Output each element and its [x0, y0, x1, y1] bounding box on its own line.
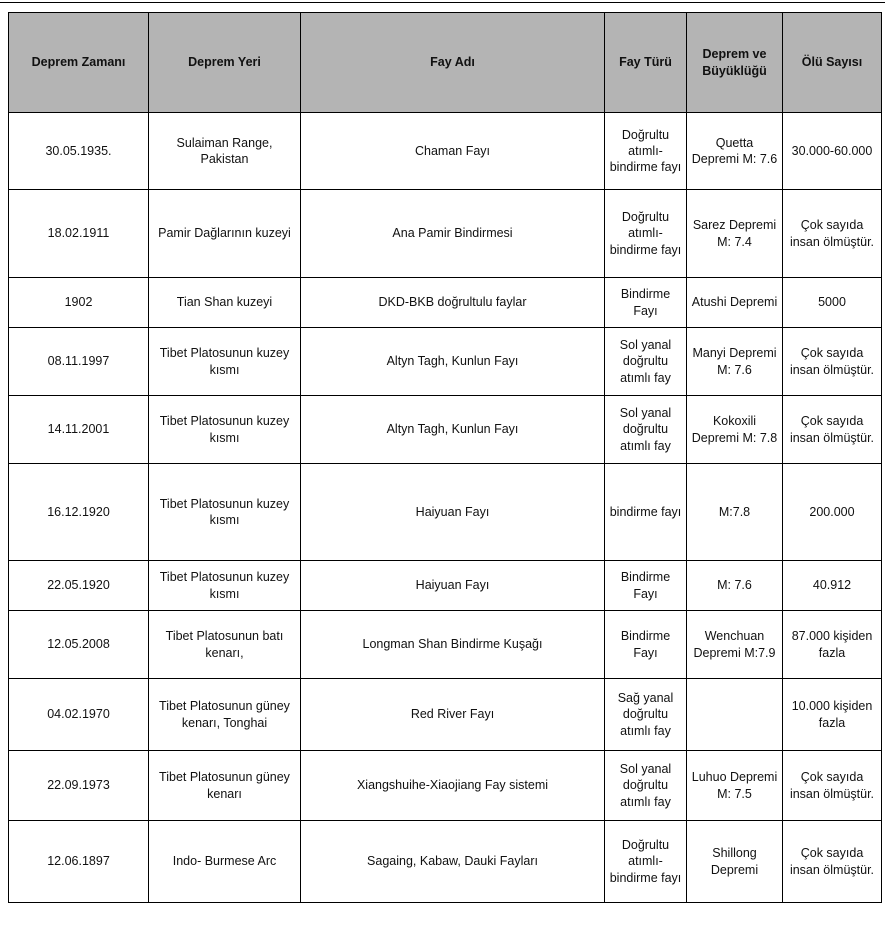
cell-fault-name: Haiyuan Fayı [301, 561, 605, 611]
cell-date: 18.02.1911 [9, 190, 149, 278]
cell-deaths: 10.000 kişiden fazla [783, 679, 882, 751]
cell-date: 16.12.1920 [9, 464, 149, 561]
header-deaths: Ölü Sayısı [783, 13, 882, 113]
table-header [9, 13, 882, 113]
table-row [9, 751, 882, 821]
cell-magnitude: Atushi Depremi [687, 278, 783, 328]
cell-place: Tibet Platosunun kuzey kısmı [149, 328, 301, 396]
cell-fault-type: Bindirme Fayı [605, 278, 687, 328]
cell-deaths: Çok sayıda insan ölmüştür. [783, 396, 882, 464]
cell-deaths: Çok sayıda insan ölmüştür. [783, 751, 882, 821]
cell-date: 30.05.1935. [9, 113, 149, 190]
cell-magnitude: Wenchuan Depremi M:7.9 [687, 611, 783, 679]
cell-fault-type: Sağ yanal doğrultu atımlı fay [605, 679, 687, 751]
cell-fault-type: Sol yanal doğrultu atımlı fay [605, 328, 687, 396]
cell-fault-type: Bindirme Fayı [605, 611, 687, 679]
cell-date: 12.06.1897 [9, 821, 149, 903]
table-row [9, 611, 882, 679]
cell-magnitude: Kokoxili Depremi M: 7.8 [687, 396, 783, 464]
cell-date: 22.09.1973 [9, 751, 149, 821]
cell-place: Tibet Platosunun güney kenarı, Tonghai [149, 679, 301, 751]
cell-fault-type: Doğrultu atımlı-bindirme fayı [605, 821, 687, 903]
cell-fault-name: Chaman Fayı [301, 113, 605, 190]
cell-deaths: Çok sayıda insan ölmüştür. [783, 328, 882, 396]
header-row [9, 13, 882, 113]
table-row [9, 821, 882, 903]
cell-fault-name: Xiangshuihe-Xiaojiang Fay sistemi [301, 751, 605, 821]
top-rule [0, 2, 885, 3]
table-row [9, 464, 882, 561]
cell-deaths: 87.000 kişiden fazla [783, 611, 882, 679]
cell-magnitude: Shillong Depremi [687, 821, 783, 903]
cell-place: Sulaiman Range, Pakistan [149, 113, 301, 190]
table-row [9, 396, 882, 464]
cell-fault-type: bindirme fayı [605, 464, 687, 561]
header-fault-type: Fay Türü [605, 13, 687, 113]
header-place: Deprem Yeri [149, 13, 301, 113]
cell-deaths: Çok sayıda insan ölmüştür. [783, 190, 882, 278]
earthquake-table [8, 12, 882, 903]
cell-magnitude: M:7.8 [687, 464, 783, 561]
cell-deaths: 40.912 [783, 561, 882, 611]
table-row [9, 113, 882, 190]
cell-deaths: 200.000 [783, 464, 882, 561]
cell-fault-type: Bindirme Fayı [605, 561, 687, 611]
table-row [9, 278, 882, 328]
cell-magnitude: Manyi Depremi M: 7.6 [687, 328, 783, 396]
header-fault-name: Fay Adı [301, 13, 605, 113]
cell-place: Tibet Platosunun kuzey kısmı [149, 464, 301, 561]
cell-place: Tibet Platosunun kuzey kısmı [149, 396, 301, 464]
cell-place: Tian Shan kuzeyi [149, 278, 301, 328]
cell-magnitude: Luhuo Depremi M: 7.5 [687, 751, 783, 821]
cell-fault-type: Doğrultu atımlı-bindirme fayı [605, 113, 687, 190]
cell-place: Tibet Platosunun kuzey kısmı [149, 561, 301, 611]
cell-magnitude: Sarez Depremi M: 7.4 [687, 190, 783, 278]
cell-deaths: Çok sayıda insan ölmüştür. [783, 821, 882, 903]
header-date: Deprem Zamanı [9, 13, 149, 113]
cell-fault-name: Longman Shan Bindirme Kuşağı [301, 611, 605, 679]
cell-fault-name: Haiyuan Fayı [301, 464, 605, 561]
table-body [9, 113, 882, 903]
cell-magnitude: M: 7.6 [687, 561, 783, 611]
table-row [9, 679, 882, 751]
cell-fault-name: Red River Fayı [301, 679, 605, 751]
cell-place: Tibet Platosunun batı kenarı, [149, 611, 301, 679]
cell-deaths: 30.000-60.000 [783, 113, 882, 190]
cell-date: 08.11.1997 [9, 328, 149, 396]
cell-fault-name: Altyn Tagh, Kunlun Fayı [301, 328, 605, 396]
cell-date: 1902 [9, 278, 149, 328]
cell-date: 04.02.1970 [9, 679, 149, 751]
cell-place: Pamir Dağlarının kuzeyi [149, 190, 301, 278]
cell-fault-name: Ana Pamir Bindirmesi [301, 190, 605, 278]
cell-fault-type: Sol yanal doğrultu atımlı fay [605, 751, 687, 821]
cell-fault-name: Sagaing, Kabaw, Dauki Fayları [301, 821, 605, 903]
cell-deaths: 5000 [783, 278, 882, 328]
table-row [9, 328, 882, 396]
cell-fault-type: Sol yanal doğrultu atımlı fay [605, 396, 687, 464]
cell-fault-type: Doğrultu atımlı-bindirme fayı [605, 190, 687, 278]
cell-magnitude [687, 679, 783, 751]
cell-place: Indo- Burmese Arc [149, 821, 301, 903]
cell-date: 14.11.2001 [9, 396, 149, 464]
cell-fault-name: DKD-BKB doğrultulu faylar [301, 278, 605, 328]
table-row [9, 190, 882, 278]
header-magnitude: Deprem ve Büyüklüğü [687, 13, 783, 113]
cell-magnitude: Quetta Depremi M: 7.6 [687, 113, 783, 190]
cell-place: Tibet Platosunun güney kenarı [149, 751, 301, 821]
cell-date: 22.05.1920 [9, 561, 149, 611]
table-row [9, 561, 882, 611]
cell-date: 12.05.2008 [9, 611, 149, 679]
cell-fault-name: Altyn Tagh, Kunlun Fayı [301, 396, 605, 464]
